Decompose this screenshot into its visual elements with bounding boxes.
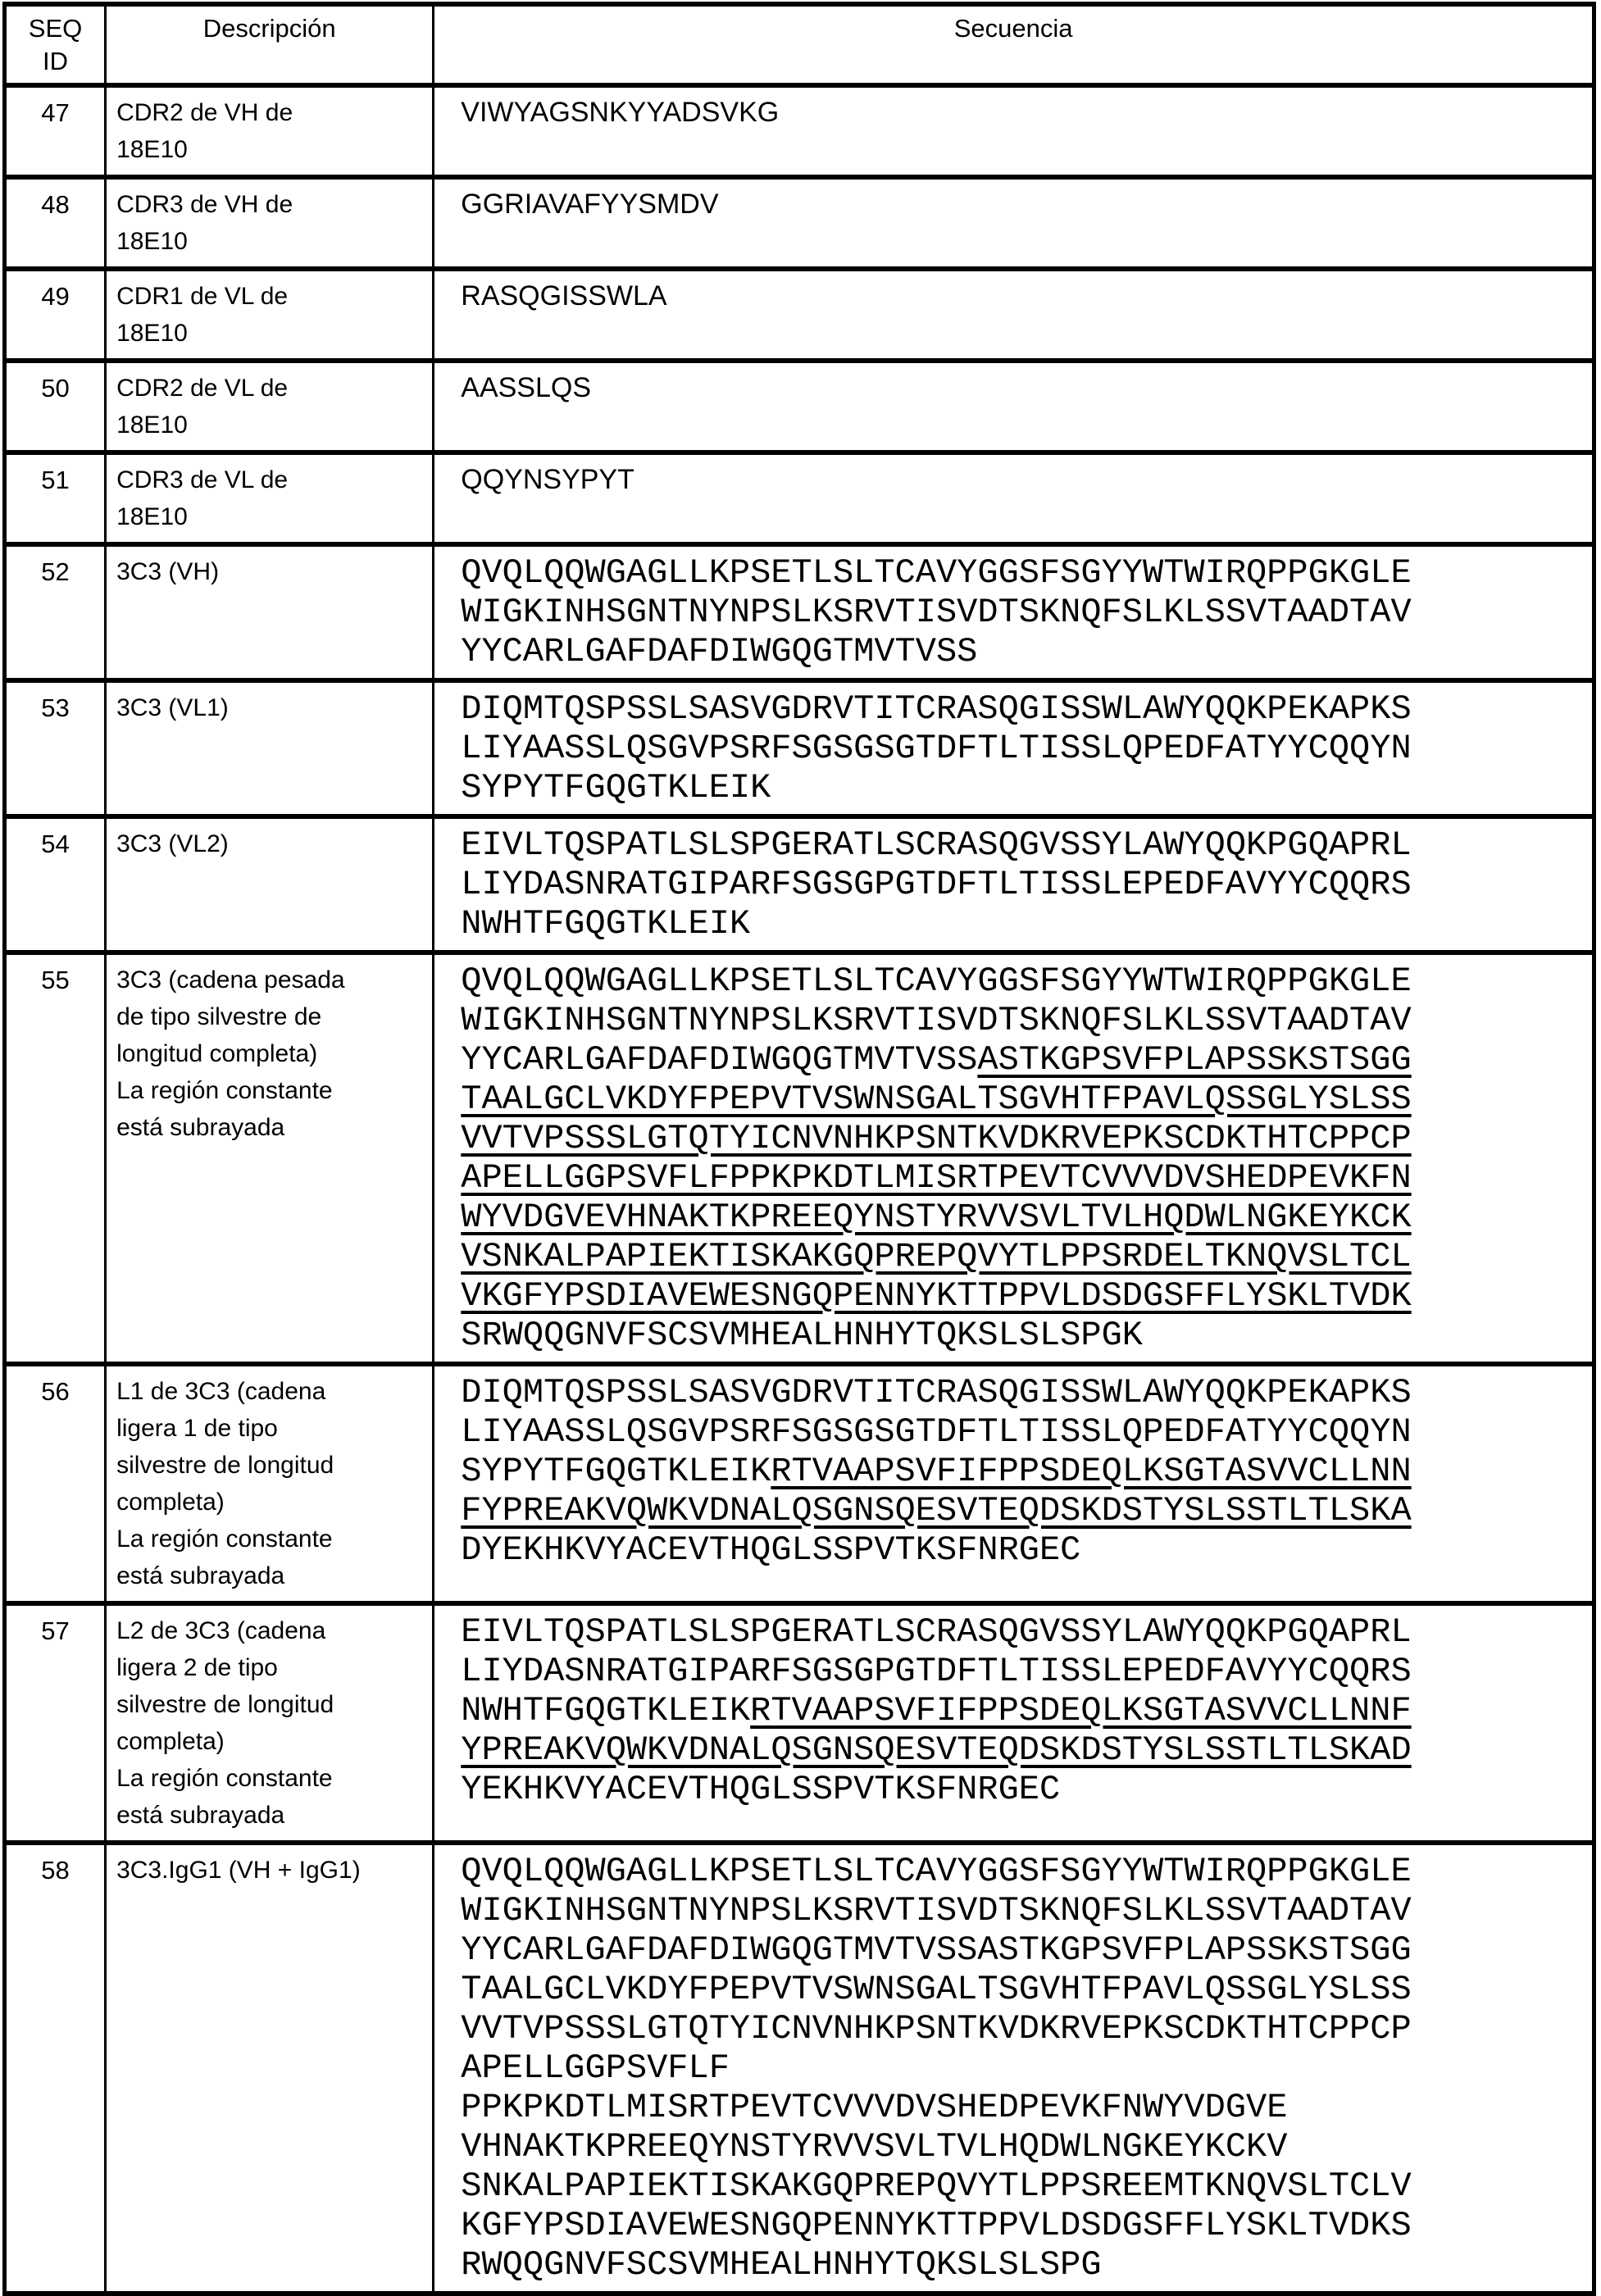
- sequence-line: [461, 1198, 1587, 1237]
- sequence-cell: [434, 544, 1594, 680]
- sequence-line: [461, 2088, 1587, 2127]
- sequence-line: [461, 865, 1587, 904]
- sequence-line: [461, 553, 1587, 593]
- table-row: [5, 85, 1594, 177]
- seq-id-cell: 48: [5, 177, 106, 269]
- description-line: La región constante: [116, 1765, 333, 1792]
- description-line: La región constante: [116, 1525, 333, 1553]
- description-line: completa): [116, 1489, 225, 1516]
- header-row: [5, 4, 1594, 85]
- seq-id-cell: 47: [5, 85, 106, 177]
- description-cell: [106, 1843, 434, 2294]
- sequence-segment: YYCARLGAFDAFDIWGQGTMVTVSS: [461, 1040, 978, 1080]
- seq-id-cell: 58: [5, 1843, 106, 2294]
- sequence-segment: PPKPKDTLMISRTPEVTCVVVDVSHEDPEVKFNWYVDGVE: [461, 2088, 1288, 2127]
- sequence-segment: NWHTFGQGTKLEIK: [461, 904, 751, 943]
- description-line: CDR2 de VL de: [116, 375, 289, 402]
- header-seq-id-line2: ID: [43, 47, 69, 75]
- sequence-line: [461, 1891, 1587, 1930]
- description-line: de tipo silvestre de: [116, 1003, 322, 1030]
- description-line: 3C3 (VL1): [116, 694, 229, 721]
- description-line: longitud completa): [116, 1040, 318, 1067]
- sequence-line: [461, 1852, 1587, 1891]
- sequence-line: [461, 2048, 1587, 2088]
- description-line: ligera 2 de tipo: [116, 1654, 278, 1681]
- description-cell: [106, 952, 434, 1364]
- sequence-line: [461, 2166, 1587, 2206]
- sequence-cell: [434, 1603, 1594, 1843]
- sequence-line: [461, 1040, 1587, 1080]
- sequence-cell: [434, 816, 1594, 952]
- sequence-line: [461, 1491, 1587, 1530]
- sequence-segment: VIWYAGSNKYYADSVKG: [461, 97, 780, 128]
- table-row: [5, 1364, 1594, 1603]
- description-cell: [106, 1364, 434, 1603]
- description-line: 3C3 (cadena pesada: [116, 966, 345, 993]
- description-cell: [106, 177, 434, 269]
- sequence-segment: WIGKINHSGNTNYNPSLKSRVTISVDTSKNQFSLKLSSVTAADTAV: [461, 1891, 1412, 1930]
- sequence-line: [461, 1652, 1587, 1691]
- description-cell: [106, 85, 434, 177]
- sequence-line: [461, 729, 1587, 768]
- sequence-segment-underlined: FYPREAKVQWKVDNALQSGNSQESVTEQDSKDSTYSLSSTLTLSKA: [461, 1491, 1412, 1530]
- sequence-cell: [434, 1364, 1594, 1603]
- sequence-line: [461, 825, 1587, 865]
- sequence-cell: [434, 269, 1594, 361]
- sequence-cell: [434, 1843, 1594, 2294]
- sequence-segment-underlined: TAALGCLVKDYFPEPVTVSWNSGALTSGVHTFPAVLQSSGLYSLSS: [461, 1080, 1412, 1119]
- sequence-segment: SNKALPAPIEKTISKAKGQPREPQVYTLPPSREEMTKNQVSLTCLV: [461, 2166, 1412, 2206]
- sequence-segment-underlined: VKGFYPSDIAVEWESNGQPENNYKTTPPVLDSDGSFFLYSKLTVDK: [461, 1276, 1412, 1316]
- sequence-segment: SYPYTFGQGTKLEIK: [461, 1452, 771, 1491]
- description-line: 3C3.IgG1 (VH + IgG1): [116, 1857, 361, 1884]
- sequence-segment: LIYDASNRATGIPARFSGSGPGTDFTLTISSLEPEDFAVYYCQQRS: [461, 1652, 1412, 1691]
- sequence-line: [461, 593, 1587, 632]
- description-line: 18E10: [116, 228, 188, 255]
- sequence-line: [461, 1276, 1587, 1316]
- sequence-segment: VHNAKTKPREEQYNSTYRVVSVLTVLHQDWLNGKEYKCKV: [461, 2127, 1288, 2166]
- sequence-line: [461, 2245, 1587, 2285]
- sequence-segment: WIGKINHSGNTNYNPSLKSRVTISVDTSKNQFSLKLSSVTAADTAV: [461, 593, 1412, 632]
- sequence-line: [461, 1001, 1587, 1040]
- description-cell: [106, 269, 434, 361]
- sequence-line: [461, 1691, 1587, 1730]
- sequence-line: [461, 2127, 1587, 2166]
- sequence-segment: DYEKHKVYACEVTHQGLSSPVTKSFNRGEC: [461, 1530, 1081, 1570]
- table-row: [5, 361, 1594, 452]
- table-row: [5, 1843, 1594, 2294]
- sequence-cell: [434, 680, 1594, 816]
- seq-id-cell: 50: [5, 361, 106, 452]
- sequence-segment: KGFYPSDIAVEWESNGQPENNYKTTPPVLDSDGSFFLYSKLTVDKS: [461, 2206, 1412, 2245]
- sequence-segment-underlined: RTVAAPSVFIFPPSDEQLKSGTASVVCLLNNF: [750, 1691, 1412, 1730]
- description-line: 18E10: [116, 503, 188, 530]
- description-line: CDR1 de VL de: [116, 283, 289, 310]
- description-line: CDR3 de VH de: [116, 191, 293, 218]
- sequence-segment: YYCARLGAFDAFDIWGQGTMVTVSS: [461, 632, 978, 671]
- sequence-segment: YEKHKVYACEVTHQGLSSPVTKSFNRGEC: [461, 1770, 1061, 1809]
- sequence-segment-underlined: RTVAAPSVFIFPPSDEQLKSGTASVVCLLNN: [771, 1452, 1412, 1491]
- table-row: [5, 952, 1594, 1364]
- sequence-cell: [434, 177, 1594, 269]
- sequence-segment: RWQQGNVFSCSVMHEALHNHYTQKSLSLSPG: [461, 2245, 1102, 2285]
- description-line: 3C3 (VL2): [116, 830, 229, 857]
- description-line: L2 de 3C3 (cadena: [116, 1617, 326, 1644]
- sequence-segment-underlined: WYVDGVEVHNAKTKPREEQYNSTYRVVSVLTVLHQDWLNGKEYKCK: [461, 1198, 1412, 1237]
- description-line: L1 de 3C3 (cadena: [116, 1378, 326, 1405]
- sequence-cell: [434, 952, 1594, 1364]
- description-cell: [106, 544, 434, 680]
- table-row: [5, 816, 1594, 952]
- sequence-line: [461, 689, 1587, 729]
- description-line: 18E10: [116, 136, 188, 163]
- description-cell: [106, 816, 434, 952]
- seq-id-cell: 51: [5, 452, 106, 544]
- sequence-line: [461, 904, 1587, 943]
- sequence-line: [461, 1119, 1587, 1158]
- sequence-line: [461, 1530, 1587, 1570]
- sequence-listing-table: [2, 2, 1596, 2296]
- table-row: [5, 177, 1594, 269]
- sequence-segment: SRWQQGNVFSCSVMHEALHNHYTQKSLSLSPGK: [461, 1316, 1144, 1355]
- description-line: 18E10: [116, 411, 188, 439]
- description-line: está subrayada: [116, 1802, 285, 1829]
- sequence-segment: QVQLQQWGAGLLKPSETLSLTCAVYGGSFSGYYWTWIRQPPGKGLE: [461, 962, 1412, 1001]
- sequence-segment: NWHTFGQGTKLEIK: [461, 1691, 751, 1730]
- sequence-line: [461, 370, 1587, 407]
- sequence-line: [461, 1237, 1587, 1276]
- sequence-cell: [434, 85, 1594, 177]
- sequence-segment-underlined: YPREAKVQWKVDNALQSGNSQESVTEQDSKDSTYSLSSTLTLSKAD: [461, 1730, 1412, 1770]
- description-line: está subrayada: [116, 1562, 285, 1589]
- sequence-line: [461, 186, 1587, 223]
- sequence-line: [461, 1316, 1587, 1355]
- sequence-segment: DIQMTQSPSSLSASVGDRVTITCRASQGISSWLAWYQQKPEKAPKS: [461, 689, 1412, 729]
- description-line: silvestre de longitud: [116, 1691, 334, 1718]
- sequence-segment: LIYAASSLQSGVPSRFSGSGSGTDFTLTISSLQPEDFATYYCQQYN: [461, 1412, 1412, 1452]
- table-row: [5, 269, 1594, 361]
- description-line: La región constante: [116, 1077, 333, 1104]
- header-seq-id-line1: SEQ: [28, 14, 83, 43]
- sequence-segment: APELLGGPSVFLF: [461, 2048, 730, 2088]
- table-row: [5, 544, 1594, 680]
- seq-id-cell: 57: [5, 1603, 106, 1843]
- seq-id-cell: 52: [5, 544, 106, 680]
- sequence-segment: YYCARLGAFDAFDIWGQGTMVTVSSASTKGPSVFPLAPSSKSTSGG: [461, 1930, 1412, 1970]
- sequence-line: [461, 632, 1587, 671]
- table-row: [5, 1603, 1594, 1843]
- sequence-segment: DIQMTQSPSSLSASVGDRVTITCRASQGISSWLAWYQQKPEKAPKS: [461, 1373, 1412, 1412]
- sequence-segment: SYPYTFGQGTKLEIK: [461, 768, 771, 807]
- header-descripcion: Descripción: [106, 4, 434, 85]
- sequence-segment: VVTVPSSSLGTQTYICNVNHKPSNTKVDKRVEPKSCDKTHTCPPCP: [461, 2009, 1412, 2048]
- sequence-line: [461, 1373, 1587, 1412]
- sequence-segment: TAALGCLVKDYFPEPVTVSWNSGALTSGVHTFPAVLQSSGLYSLSS: [461, 1970, 1412, 2009]
- sequence-segment: QVQLQQWGAGLLKPSETLSLTCAVYGGSFSGYYWTWIRQPPGKGLE: [461, 553, 1412, 593]
- sequence-segment: EIVLTQSPATLSLSPGERATLSCRASQGVSSYLAWYQQKPGQAPRL: [461, 1612, 1412, 1652]
- description-line: 18E10: [116, 320, 188, 347]
- sequence-segment: LIYAASSLQSGVPSRFSGSGSGTDFTLTISSLQPEDFATYYCQQYN: [461, 729, 1412, 768]
- seq-id-cell: 55: [5, 952, 106, 1364]
- description-cell: [106, 1603, 434, 1843]
- description-line: CDR2 de VH de: [116, 99, 293, 126]
- description-cell: [106, 361, 434, 452]
- sequence-segment-underlined: VSNKALPAPIEKTISKAKGQPREPQVYTLPPSRDELTKNQVSLTCL: [461, 1237, 1412, 1276]
- sequence-cell: [434, 361, 1594, 452]
- description-line: completa): [116, 1728, 225, 1755]
- sequence-cell: [434, 452, 1594, 544]
- description-line: silvestre de longitud: [116, 1452, 334, 1479]
- sequence-segment: AASSLQS: [461, 372, 592, 403]
- sequence-segment: RASQGISSWLA: [461, 280, 667, 311]
- sequence-segment: EIVLTQSPATLSLSPGERATLSCRASQGVSSYLAWYQQKPGQAPRL: [461, 825, 1412, 865]
- sequence-line: [461, 1412, 1587, 1452]
- table-row: [5, 452, 1594, 544]
- description-line: 3C3 (VH): [116, 558, 220, 585]
- description-line: CDR3 de VL de: [116, 466, 289, 493]
- description-line: está subrayada: [116, 1114, 285, 1141]
- sequence-line: [461, 2206, 1587, 2245]
- sequence-line: [461, 1080, 1587, 1119]
- sequence-line: [461, 962, 1587, 1001]
- sequence-segment-underlined: ASTKGPSVFPLAPSSKSTSGG: [977, 1040, 1412, 1080]
- table-row: [5, 680, 1594, 816]
- sequence-line: [461, 1158, 1587, 1198]
- seq-id-cell: 56: [5, 1364, 106, 1603]
- description-cell: [106, 680, 434, 816]
- sequence-line: [461, 1612, 1587, 1652]
- description-line: ligera 1 de tipo: [116, 1415, 278, 1442]
- sequence-segment-underlined: VVTVPSSSLGTQTYICNVNHKPSNTKVDKRVEPKSCDKTHTCPPCP: [461, 1119, 1412, 1158]
- seq-id-cell: 49: [5, 269, 106, 361]
- sequence-line: [461, 768, 1587, 807]
- sequence-segment: GGRIAVAFYYSMDV: [461, 189, 719, 220]
- sequence-line: [461, 2009, 1587, 2048]
- table-body: [5, 85, 1594, 2294]
- sequence-line: [461, 1730, 1587, 1770]
- sequence-line: [461, 1770, 1587, 1809]
- sequence-segment: QVQLQQWGAGLLKPSETLSLTCAVYGGSFSGYYWTWIRQPPGKGLE: [461, 1852, 1412, 1891]
- seq-id-cell: 54: [5, 816, 106, 952]
- description-cell: [106, 452, 434, 544]
- header-seq-id: [5, 4, 106, 85]
- sequence-segment: WIGKINHSGNTNYNPSLKSRVTISVDTSKNQFSLKLSSVTAADTAV: [461, 1001, 1412, 1040]
- sequence-line: [461, 278, 1587, 315]
- sequence-segment: QQYNSYPYT: [461, 464, 634, 495]
- sequence-segment: LIYDASNRATGIPARFSGSGPGTDFTLTISSLEPEDFAVYYCQQRS: [461, 865, 1412, 904]
- sequence-line: [461, 461, 1587, 498]
- sequence-line: [461, 1970, 1587, 2009]
- sequence-line: [461, 1452, 1587, 1491]
- sequence-line: [461, 94, 1587, 131]
- header-secuencia: Secuencia: [434, 4, 1594, 85]
- sequence-segment-underlined: APELLGGPSVFLFPPKPKDTLMISRTPEVTCVVVDVSHEDPEVKFN: [461, 1158, 1412, 1198]
- seq-id-cell: 53: [5, 680, 106, 816]
- sequence-line: [461, 1930, 1587, 1970]
